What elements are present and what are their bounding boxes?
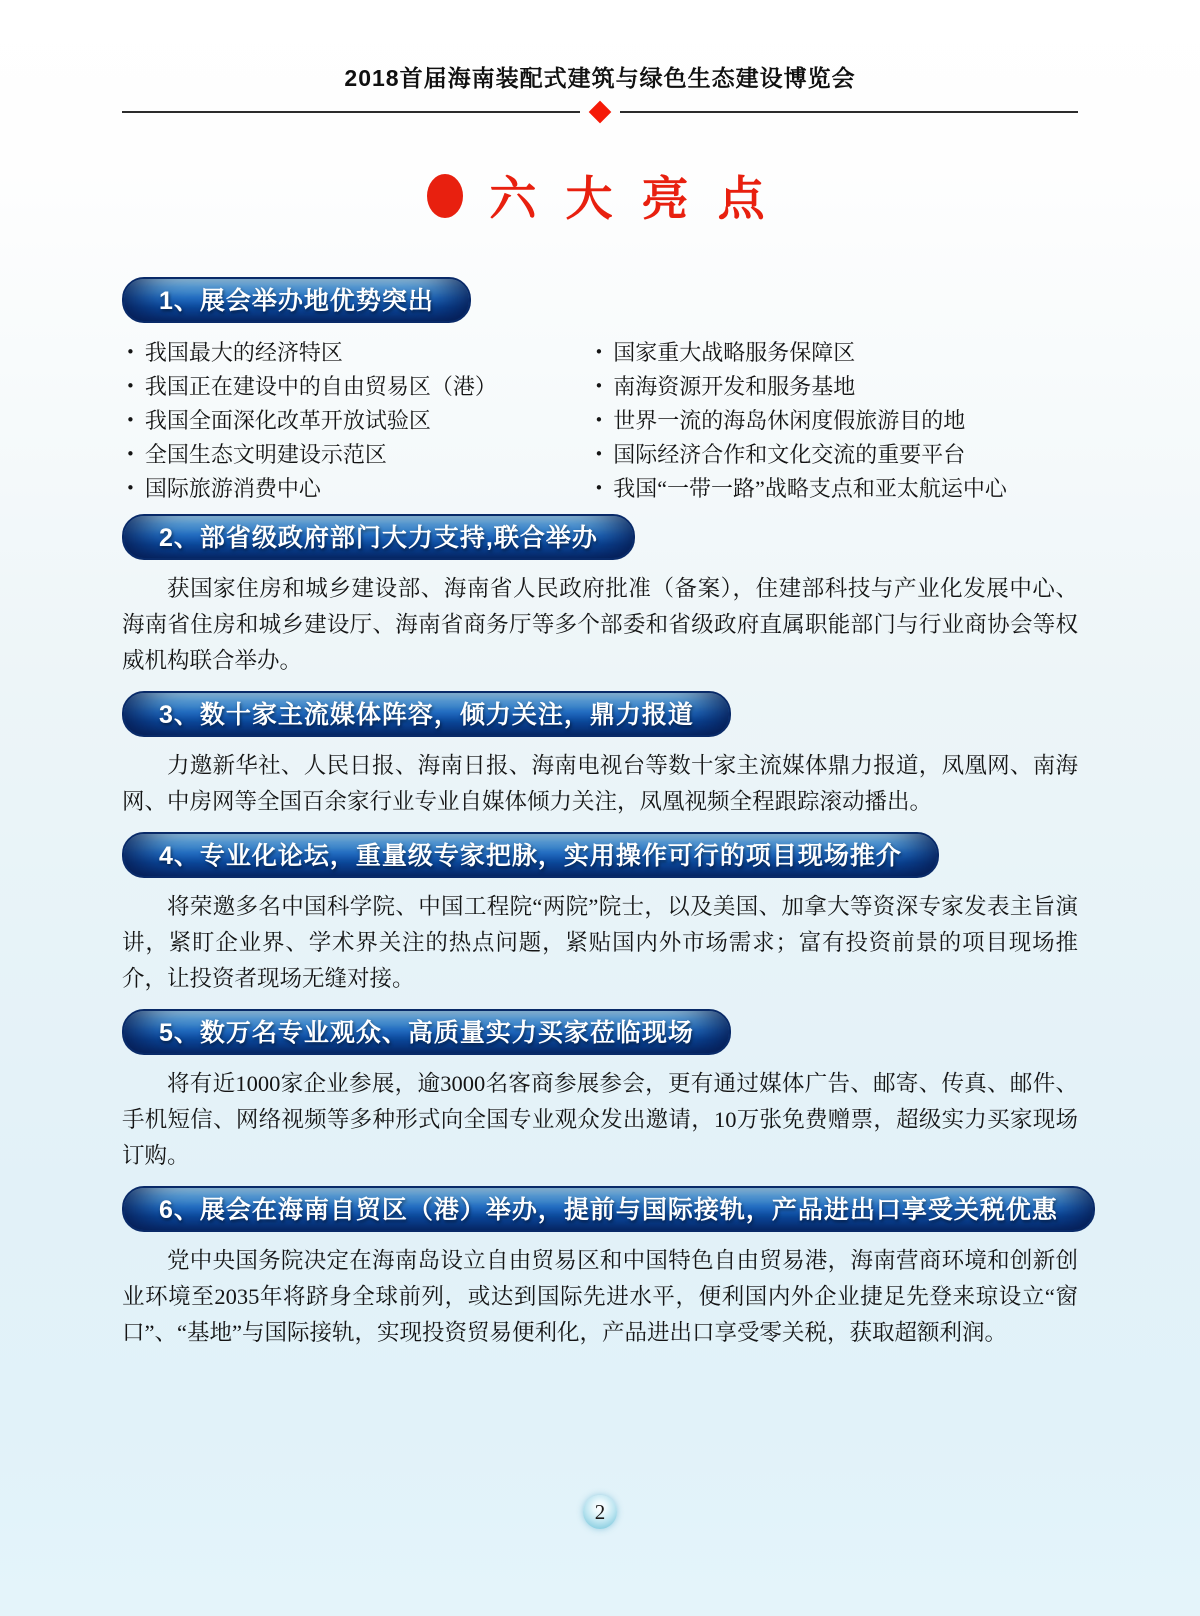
red-circle-icon [427,174,463,218]
dot-icon: • [594,343,604,361]
page-title [122,162,1078,229]
section-2-paragraph: 获国家住房和城乡建设部、海南省人民政府批准（备案），住建部科技与产业化发展中心、海南省住房和城乡建设厅、海南省商务厅等多个部委和省级政府直属职能部门与行业商协会等权威机构联合举办。 [122,576,1078,673]
list-item [122,472,590,506]
section-6-heading-pill [122,1186,1095,1232]
header-title: 2018首届海南装配式建筑与绿色生态建设博览会 [344,65,856,91]
list-item-label: 国家重大战略服务保障区 [613,340,856,365]
header-divider [122,104,1078,120]
section-4-paragraph: 将荣邀多名中国科学院、中国工程院“两院”院士，以及美国、加拿大等资深专家发表主旨演讲，紧盯企业界、学术界关注的热点问题，紧贴国内外市场需求；富有投资前景的项目现场推介，让投资者现场无缝对接。 [122,894,1078,991]
dot-icon: • [594,377,604,395]
diamond-icon [589,101,612,124]
section-heading-label: 2、部省级政府部门大力支持,联合举办 [159,524,598,552]
list-item-label: 我国“一带一路”战略支点和亚太航运中心 [613,476,1007,501]
section-3-heading-pill [122,691,731,737]
highlight-list [122,336,1078,506]
divider-line-right [620,111,1078,113]
section-heading-label: 1、展会举办地优势突出 [159,287,434,315]
section-professional-forum [122,832,1078,997]
dot-icon: • [594,479,604,497]
list-item [122,370,590,404]
section-heading-label: 3、数十家主流媒体阵容，倾力关注，鼎力报道 [159,701,694,729]
list-item [590,472,1078,506]
list-item-label: 国际旅游消费中心 [144,476,321,501]
section-professional-audience [122,1009,1078,1174]
list-item [590,404,1078,438]
list-item-label: 世界一流的海岛休闲度假旅游目的地 [613,408,966,433]
list-item-label: 我国最大的经济特区 [144,340,343,365]
section-venue-advantages [122,229,1078,506]
list-item [122,336,590,370]
list-item [122,404,590,438]
list-item-label: 南海资源开发和服务基地 [613,374,856,399]
section-heading-label: 4、专业化论坛，重量级专家把脉，实用操作可行的项目现场推介 [159,842,902,870]
section-3-paragraph: 力邀新华社、人民日报、海南日报、海南电视台等数十家主流媒体鼎力报道，凤凰网、南海网、中房网等全国百余家行业专业自媒体倾力关注，凤凰视频全程跟踪滚动播出。 [122,753,1078,814]
list-item [590,336,1078,370]
dot-icon: • [126,479,135,497]
list-item-label: 我国全面深化改革开放试验区 [144,408,431,433]
bullet-column-right [590,336,1078,506]
section-5-heading-pill [122,1009,731,1055]
section-5-paragraph: 将有近1000家企业参展，逾3000名客商参展参会，更有通过媒体广告、邮寄、传真、邮件、手机短信、网络视频等多种形式向全国专业观众发出邀请，10万张免费赠票，超级实力买家现场订购。 [122,1071,1078,1168]
list-item [122,438,590,472]
dot-icon: • [126,445,135,463]
dot-icon: • [126,377,135,395]
divider-line-left [122,111,580,113]
section-heading-label: 6、展会在海南自贸区（港）举办，提前与国际接轨，产品进出口享受关税优惠 [159,1196,1058,1224]
section-6-paragraph: 党中央国务院决定在海南岛设立自由贸易区和中国特色自由贸易港，海南营商环境和创新创业环境至2035年将跻身全球前列，或达到国际先进水平，便利国内外企业捷足先登来琼设立“窗口”、“基地”与国际接轨，实现投资贸易便利化，产品进出口享受零关税，获取超额利润。 [122,1248,1078,1345]
section-free-trade-zone [122,1186,1078,1351]
dot-icon: • [594,411,604,429]
page-header [122,0,1078,120]
section-heading-label: 5、数万名专业观众、高质量实力买家莅临现场 [159,1019,694,1047]
section-2-heading-pill [122,514,635,560]
dot-icon: • [126,343,135,361]
page-title-text: 六 大 亮 点 [489,172,773,225]
list-item-label: 全国生态文明建设示范区 [144,442,387,467]
page-number-badge [583,1495,617,1529]
list-item-label: 我国正在建设中的自由贸易区（港） [144,374,497,399]
bullet-column-left [122,336,590,506]
dot-icon: • [594,445,604,463]
section-4-heading-pill [122,832,939,878]
dot-icon: • [126,411,135,429]
list-item [590,438,1078,472]
list-item-label: 国际经济合作和文化交流的重要平台 [613,442,966,467]
content [122,229,1078,1351]
section-1-heading-pill [122,277,471,323]
section-government-support [122,514,1078,679]
section-media-coverage [122,691,1078,820]
list-item [590,370,1078,404]
page-number: 2 [594,1499,606,1524]
